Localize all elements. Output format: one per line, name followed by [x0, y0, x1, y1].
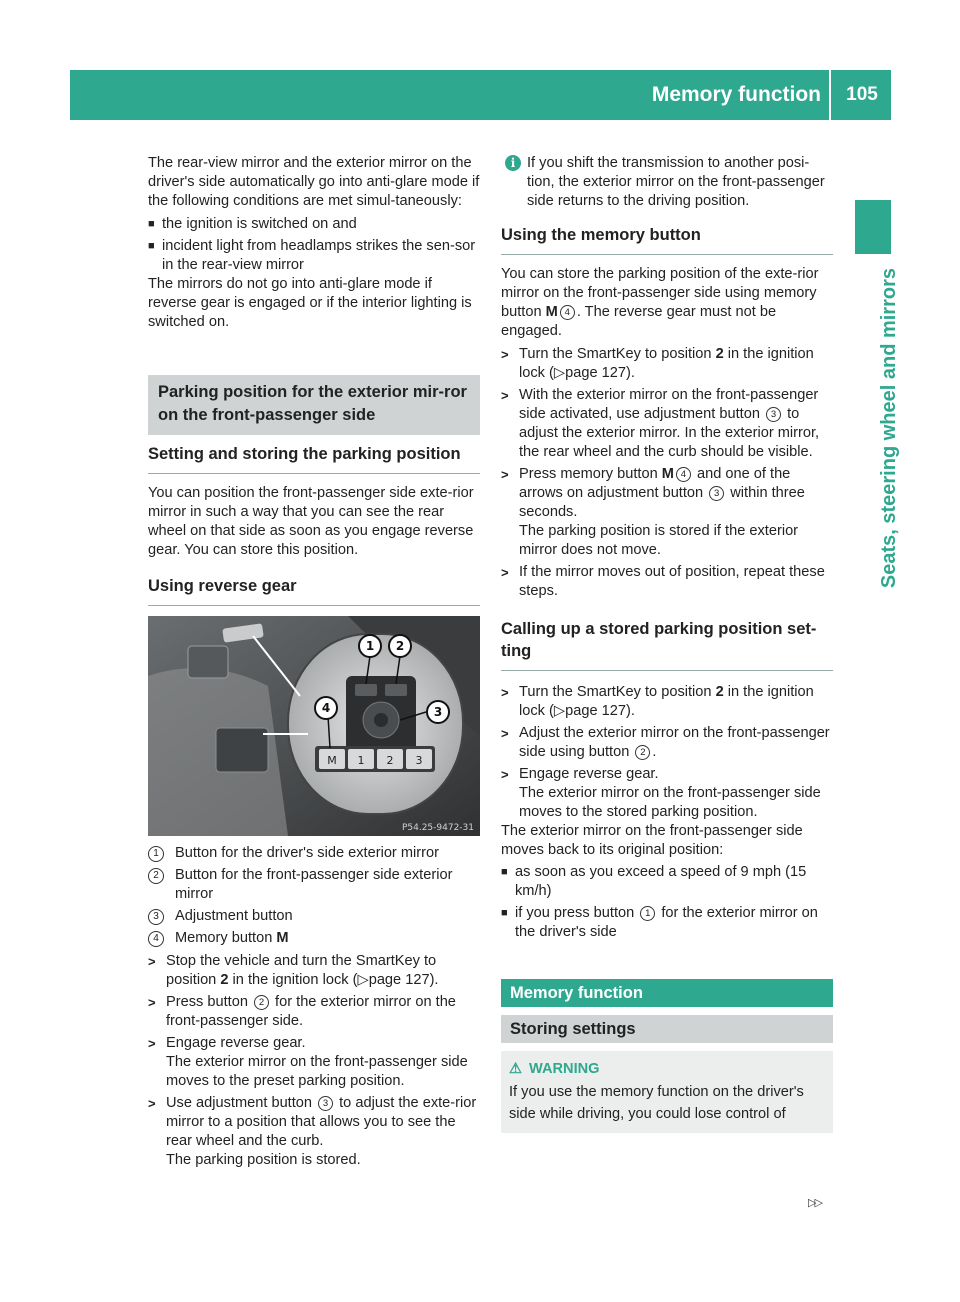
step-item: > Adjust the exterior mirror on the front-passenger side using button 2 . [501, 725, 830, 760]
warning-box [501, 1051, 833, 1133]
step-item: > Engage reverse gear. The exterior mirror on the front-passenger side moves to the stored parking position. [501, 766, 821, 820]
door-panel-photo [148, 616, 480, 836]
step-item: > If the mirror moves out of position, repeat these steps. [501, 564, 825, 599]
bullet-icon: ■ [501, 866, 508, 878]
chapter-tab [855, 200, 891, 254]
intro-text: The rear-view mirror and the exterior mirror on the driver's side automatically go into anti-glare mode if the following conditions are met simul-taneously: [148, 155, 480, 209]
chapter-label: Seats, steering wheel and mirrors [878, 268, 900, 589]
step-item: > Engage reverse gear. The exterior mirror on the front-passenger side moves to the preset parking position. [148, 1035, 468, 1089]
warning-header: ⚠ WARNING [509, 1061, 600, 1077]
memory-button-1: 1 [357, 754, 365, 767]
info-note: i If you shift the transmission to another posi-tion, the exterior mirror on the front-passenger side returns to the driving position. [501, 154, 833, 211]
memory-function-heading: Memory function [501, 979, 833, 1007]
svg-text:4: 4 [321, 701, 331, 715]
info-icon: i [505, 155, 521, 171]
memory-button-3: 3 [415, 754, 423, 767]
page-number: 105 [846, 84, 878, 105]
step-list [148, 952, 480, 1170]
section-title-box [148, 375, 480, 435]
calling-step-list [501, 683, 833, 822]
door-switch-illustration [148, 616, 480, 836]
legend-item: 4 Memory button M [148, 929, 480, 948]
image-code: P54.25-9472-31 [401, 823, 474, 833]
bullet-icon: ■ [148, 240, 155, 252]
step-item: > Stop the vehicle and turn the SmartKey to position 2 in the ignition lock (▷page 127). [148, 953, 439, 988]
memory-intro: You can store the parking position of the exte-rior mirror on the front-passenger side using memory button M 4 . The reverse gear must not be engaged. [501, 266, 819, 339]
calling-up-title: Calling up a stored parking position set-ting [501, 618, 833, 671]
svg-text:1: 1 [365, 639, 375, 653]
step-item: > With the exterior mirror on the front-passenger side activated, use adjustment button 3 to adjust the exterior mirror. In the exterior mirror, the rear wheel and the curb should be visible. [501, 387, 820, 460]
step-item: > Turn the SmartKey to position 2 in the ignition lock (▷page 127). [501, 346, 814, 381]
page-title: Memory function [651, 83, 821, 106]
bullet-icon: ■ [501, 907, 508, 919]
left-column [148, 154, 480, 1170]
step-item: > Press memory button M 4 and one of the arrows on adjustment button 3 within three seconds. The parking position is stored if the exterior mirror does not move. [501, 466, 805, 558]
subsection-intro: You can position the front-passenger side exte-rior mirror in such a way that you can see the rear wheel on that side as soon as you engage reverse gear. You can store this position. [148, 485, 474, 558]
back-text: The exterior mirror on the front-passenger side moves back to its original position: [501, 823, 803, 858]
svg-text:3: 3 [433, 705, 443, 719]
warning-triangle-icon: ⚠ [509, 1061, 523, 1077]
section-title: Parking position for the exterior mir-ror on the front-passenger side [158, 383, 467, 424]
list-item: ■ if you press button 1 for the exterior mirror on the driver's side [501, 905, 818, 940]
bullet-icon: ■ [148, 218, 155, 230]
note-text: The mirrors do not go into anti-glare mode if reverse gear is engaged or if the interior lighting is switched on. [148, 276, 472, 330]
step-item: > Turn the SmartKey to position 2 in the ignition lock (▷page 127). [501, 684, 814, 719]
step-item: > Use adjustment button 3 to adjust the exte-rior mirror to a position that allows you to see the rear wheel and the curb. The parking position is stored. [148, 1095, 477, 1168]
subsection-title: Setting and storing the parking position [148, 443, 480, 474]
svg-text:2: 2 [395, 639, 405, 653]
legend-list [148, 844, 480, 948]
memory-step-list [501, 345, 833, 601]
header-bar [70, 70, 891, 120]
right-column [501, 154, 833, 1133]
list-item: ■ as soon as you exceed a speed of 9 mph (15 km/h) [501, 864, 807, 899]
header-divider [829, 70, 831, 120]
memory-button-m: M [327, 754, 337, 767]
storing-settings-heading: Storing settings [501, 1015, 833, 1043]
legend-item: 3 Adjustment button [148, 907, 480, 926]
memory-button-2: 2 [386, 754, 394, 767]
legend-item: 1 Button for the driver's side exterior mirror [148, 844, 480, 863]
step-item: > Press button 2 for the exterior mirror on the front-passenger side. [148, 994, 456, 1029]
list-item: ■ incident light from headlamps strikes the sen-sor in the rear-view mirror [148, 238, 476, 273]
memory-button-title: Using the memory button [501, 224, 833, 255]
warning-text: If you use the memory function on the driver's side while driving, you could lose control of [509, 1084, 804, 1122]
legend-item: 2 Button for the front-passenger side exterior mirror [148, 866, 480, 904]
continue-icon: ▷▷ [808, 1197, 821, 1209]
list-item: ■ the ignition is switched on and [148, 216, 357, 232]
reverse-gear-title: Using reverse gear [148, 575, 480, 606]
